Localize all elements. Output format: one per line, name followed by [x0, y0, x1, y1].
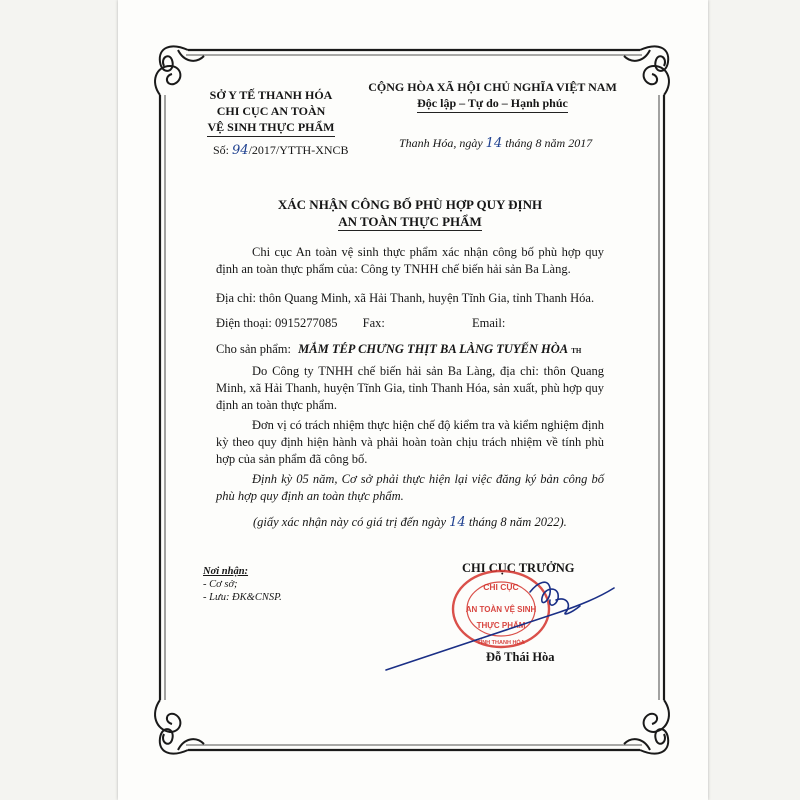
company-address: Địa chỉ: thôn Quang Minh, xã Hải Thanh, huyện Tĩnh Gia, tỉnh Thanh Hóa. [216, 291, 595, 305]
document-number-suffix: /2017/YTTH-XNCB [248, 143, 349, 157]
agency-parent: SỞ Y TẾ THANH HÓA [209, 88, 333, 102]
agency-name-line1: CHI CỤC AN TOÀN [216, 104, 326, 118]
agency-name-line2: VỆ SINH THỰC PHẨM [207, 119, 334, 137]
contact-line [216, 315, 616, 332]
title-line1: XÁC NHẬN CÔNG BỐ PHÙ HỢP QUY ĐỊNH [277, 197, 543, 212]
stamp-line3: THỰC PHẨM [476, 621, 526, 630]
country-name: CỘNG HÒA XÃ HỘI CHỦ NGHĨA VIỆT NAM [368, 80, 617, 94]
title-line2: AN TOÀN THỰC PHẨM [338, 214, 482, 229]
recipient-item: - Lưu: ĐK&CNSP. [203, 592, 282, 603]
email-field: Email: [472, 316, 506, 330]
date-prefix: Thanh Hóa, ngày [399, 136, 483, 150]
document-title [200, 196, 620, 231]
periodic-renewal-paragraph: Định kỳ 05 năm, Cơ sở phải thực hiện lại việc đăng ký bản công bố phù hợp quy định an toàn thực phẩm. [216, 472, 604, 503]
product-label: Cho sản phẩm: [216, 342, 291, 356]
national-motto: Độc lập – Tự do – Hạnh phúc [417, 95, 568, 113]
issuing-agency-block [196, 87, 346, 137]
document-number-handwritten: 94 [232, 143, 249, 158]
signer-name: Đỗ Thái Hòa [486, 650, 555, 664]
validity-day-handwritten: 14 [449, 515, 466, 530]
recipients-heading: Nơi nhận: [203, 566, 249, 577]
responsibility-paragraph: Đơn vị có trách nhiệm thực hiện chế độ kiểm tra và kiểm nghiệm định kỳ theo quy định hiện hành và phải hoàn toàn chịu trách nhiệm về tính phù hợp của sản phẩm đã công bố. [216, 418, 604, 466]
intro-paragraph: Chi cục An toàn vệ sinh thực phẩm xác nhận công bố phù hợp quy định an toàn thực phẩm của: Công ty TNHH chế biến hải sản Ba Làng. [216, 245, 604, 276]
product-suffix: TH [571, 347, 582, 355]
date-day-handwritten: 14 [485, 136, 503, 151]
stamp-line2: AN TOÀN VỆ SINH [465, 605, 537, 614]
document-date [399, 136, 592, 151]
date-suffix: tháng 8 năm 2017 [505, 136, 593, 150]
stamp-ring-bottom: TỈNH THANH HÓA [477, 640, 525, 646]
producer-paragraph: Do Công ty TNHH chế biến hải sản Ba Làng, địa chỉ: thôn Quang Minh, xã Hải Thanh, huyện Tĩnh Gia, tỉnh Thanh Hóa, sản xuất, phù hợp quy định an toàn thực phẩm. [216, 364, 604, 412]
phone-number: Điện thoại: 0915277085 [216, 316, 338, 330]
national-motto-block [360, 79, 625, 113]
document-number-prefix: Số: [213, 143, 230, 157]
recipients-block [203, 565, 282, 604]
validity-note [253, 514, 567, 531]
product-name: MẮM TÉP CHƯNG THỊT BA LÀNG TUYẾN HÒA [298, 342, 569, 356]
stamp-line1: CHI CỤC [483, 582, 519, 592]
validity-suffix: tháng 8 năm 2022). [468, 515, 567, 529]
validity-prefix: (giấy xác nhận này có giá trị đến ngày [253, 515, 447, 529]
recipient-item: - Cơ sở; [203, 579, 238, 590]
fax-field: Fax: [362, 316, 385, 330]
product-line [216, 341, 616, 360]
signer-position: CHI CỤC TRƯỞNG [462, 561, 575, 575]
document-number [213, 143, 349, 158]
